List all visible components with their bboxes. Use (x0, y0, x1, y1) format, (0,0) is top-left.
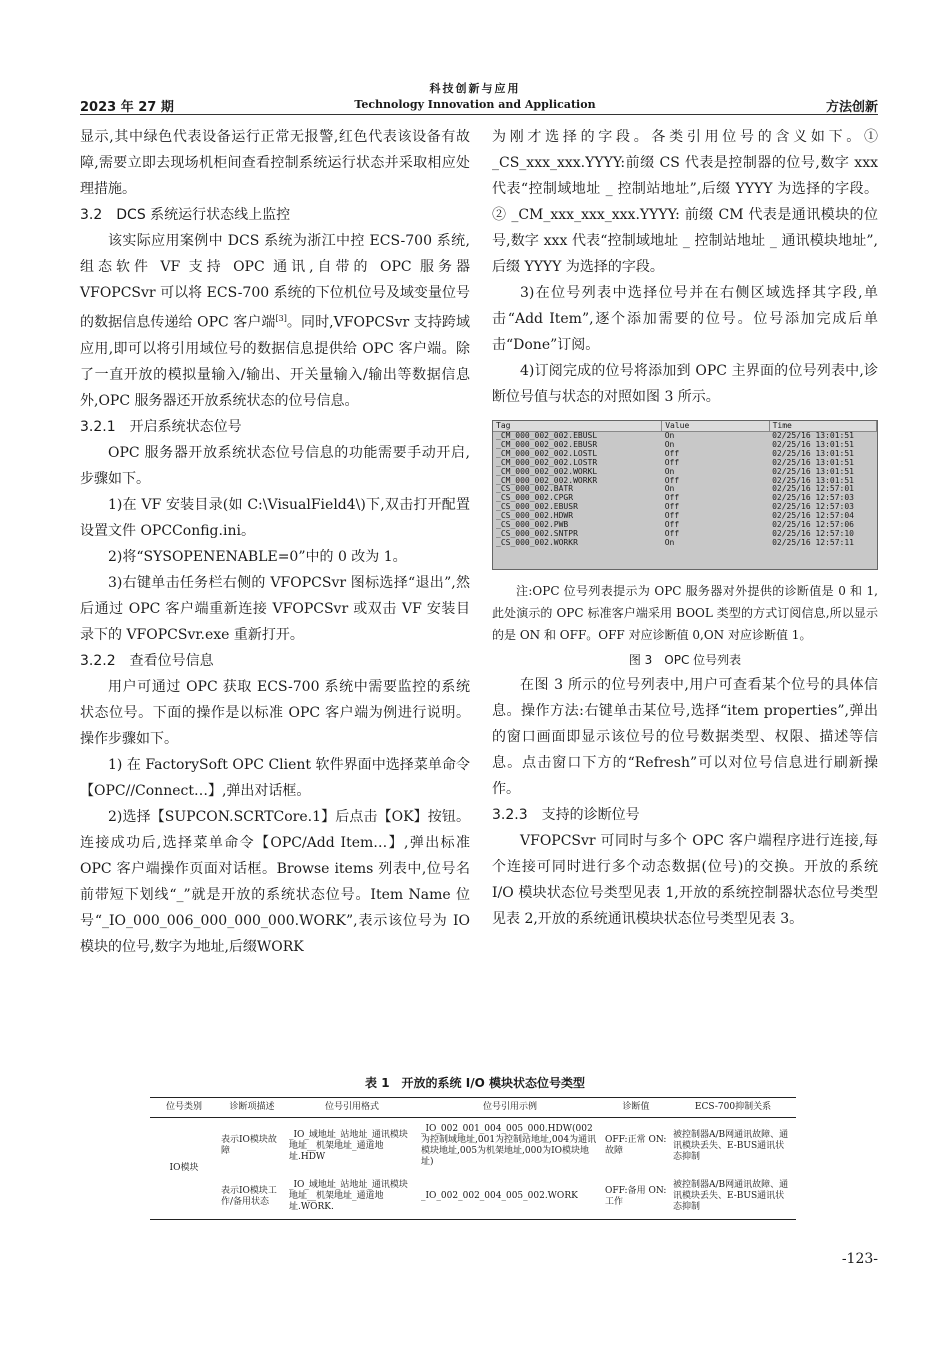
opc-time-cell: 02/25/16 12:57:03 (772, 502, 854, 512)
paragraph: VFOPCSvr 可同时与多个 OPC 客户端程序进行连接,每个连接可同时进行多个动态数据(位号)的交换。开放的系统 I/O 模块状态位号类型见表 1,开放的系统控制器状态位号类型见表 2,开放的系统通讯模块状态位号类型见表 3。 (492, 833, 878, 927)
opc-value-cell: Off (664, 502, 680, 512)
table-cell: 被控制器A/B网通讯故障、通讯模块丢失、E-BUS通讯状态抑制 (673, 1129, 789, 1162)
opc-value-cell: Off (664, 457, 680, 467)
table-cell: 表示IO模块工作/备用状态 (218, 1174, 286, 1220)
paragraph-text: 该实际应用案例中 DCS 系统为浙江中控 ECS-700 系统,组态软件 VF 支持 OPC 通讯,自带的 OPC 服务器 VFOPCSvr 可以将 ECS-700 系统的下位机位号及域变量位号的数据信息传递给 OPC 客户端 (80, 233, 470, 331)
opc-value-cell: On (664, 439, 675, 449)
right-column (492, 124, 878, 932)
opc-tag-cell: _CS_000_002.WORKR (496, 537, 578, 547)
opc-time-cell: 02/25/16 13:01:51 (772, 439, 854, 449)
table-header: 位号引用示例 (418, 1098, 602, 1118)
opc-tag-cell: _CS_000_002.EBUSR (496, 502, 578, 512)
section-heading-3-2: 3.2 DCS 系统运行状态线上监控 (80, 207, 291, 223)
opc-time-cell: 02/25/16 12:57:04 (772, 511, 854, 521)
figure-caption: 图 3 OPC 位号列表 (628, 653, 742, 667)
opc-tag-cell: _CM_000_002_002.LOSTL (496, 448, 598, 458)
opc-value-cell: On (664, 431, 675, 440)
section-heading-3-2-1: 3.2.1 开启系统状态位号 (80, 418, 242, 435)
paragraph: 3)在位号列表中选择位号并在右侧区域选择其字段,单击“Add Item”,逐个添加需要的位号。位号添加完成后单击“Done”订阅。 (492, 285, 878, 353)
opc-tag-row (493, 539, 877, 548)
paragraph: 显示,其中绿色代表设备运行正常无报警,红色代表该设备有故障,需要立即去现场机柜间查看控制系统运行状态并采取相应处理措施。 (80, 129, 470, 197)
opc-tag-cell: _CS_000_002.SNTPR (496, 528, 578, 538)
table-cell: OFF:正常 ON:故障 (605, 1135, 667, 1156)
table-cell: IO模块 (150, 1118, 218, 1220)
opc-tag-cell: _CM_000_002_002.EBUSR (496, 439, 598, 449)
paragraph: 1) 在 FactorySoft OPC Client 软件界面中选择菜单命令【OPC//Connect…】,弹出对话框。 (80, 756, 470, 799)
table-cell: _IO_域地址_站地址_通讯模块地址__机架地址_通道地址.WORK. (286, 1174, 418, 1220)
issue-label: 2023 年 27 期 (80, 100, 174, 115)
table-row (150, 1174, 796, 1220)
paragraph: OPC 服务器开放系统状态位号信息的功能需要手动开启,步骤如下。 (80, 444, 470, 487)
opc-value-cell: Off (664, 511, 680, 521)
table-header: ECS-700抑制关系 (670, 1098, 796, 1118)
journal-title-cn: 科技创新与应用 (429, 82, 521, 95)
table-1-title: 表 1 开放的系统 I/O 模块状态位号类型 (365, 1076, 585, 1090)
paragraph: 1)在 VF 安装目录(如 C:\VisualField4\)下,双击打开配置设置文件 OPCConfig.ini。 (80, 496, 470, 539)
paragraph: 为刚才选择的字段。各类引用位号的含义如下。① _CS_xxx_xxx.YYYY:前缀 CS 代表是控制器的位号,数字 xxx 代表“控制域地址 _ 控制站地址”,后缀 YYYY 为选择的字段。② _CM_xxx_xxx_xxx.YYYY: 前缀 CM 代表是通讯模块的位号,数字 xxx 代表“控制域地址 _ 控制站地址 _ 通讯模块地址”,后缀 YYYY 为选择的字段。 (492, 129, 878, 275)
opc-tag-cell: _CM_000_002_002.WORKR (496, 475, 598, 485)
opc-time-cell: 02/25/16 13:01:51 (772, 431, 854, 440)
opc-tag-cell: _CS_000_002.HDWR (496, 511, 574, 521)
opc-time-cell: 02/25/16 13:01:51 (772, 466, 854, 476)
opc-tag-cell: _CM_000_002_002.EBUSL (496, 431, 598, 440)
opc-tag-cell: _CM_000_002_002.LOSTR (496, 457, 598, 467)
table-header: 位号引用格式 (286, 1098, 418, 1118)
section-heading-3-2-3: 3.2.3 支持的诊断位号 (492, 807, 640, 823)
opc-col-value: Value (662, 421, 769, 432)
opc-tag-list-figure (492, 420, 878, 570)
table-header: 诊断值 (602, 1098, 670, 1118)
table-1 (150, 1097, 796, 1220)
table-cell: _IO_002_002_004_005_002.WORK (418, 1174, 602, 1220)
opc-value-cell: Off (664, 528, 680, 538)
paragraph-text: 。同时,VFOPCSvr 支持跨域应用,即可以将引用域位号的数据信息提供给 OPC 客户端。除了一直开放的模拟量输入/输出、开关量输入/输出等数据信息外,OPC 服务器还开放系统状态的位号信息。 (80, 314, 470, 409)
opc-value-cell: Off (664, 493, 680, 503)
table-row (150, 1118, 796, 1175)
table-cell: _IO_002_001_004_005_000.HDW(002为控制域地址,001为控制站地址,004为通讯模块地址,005为机架地址,000为IO模块地址) (421, 1124, 597, 1167)
opc-col-time: Time (769, 421, 876, 432)
paragraph: 2)选择【SUPCON.SCRTCore.1】后点击【OK】按钮。连接成功后,选择菜单命令【OPC/Add Item…】,弹出标准 OPC 客户端操作页面对话框。Browse items 列表中,位号名前带短下划线“_”就是开放的系统状态位号。Item Name 位号“_IO_000_006_000_000_000.WORK”,表示该位号为 IO 模块的位号,数字为地址,后缀WORK (80, 808, 470, 955)
opc-tag-cell: _CM_000_002_002.WORKL (496, 466, 598, 476)
opc-tag-cell: _CS_000_002.PWB (496, 520, 569, 530)
opc-tag-rows (493, 432, 877, 548)
opc-time-cell: 02/25/16 12:57:03 (772, 493, 854, 503)
table-cell: _IO_域地址_站地址_通讯模块地址__机架地址_通道地址.HDW (289, 1129, 408, 1162)
opc-time-cell: 02/25/16 12:57:01 (772, 484, 854, 494)
citation-ref: [3] (275, 314, 287, 323)
opc-value-cell: On (664, 466, 675, 476)
opc-time-cell: 02/25/16 12:57:10 (772, 528, 854, 538)
paragraph: 4)订阅完成的位号将添加到 OPC 主界面的位号列表中,诊断位号值与状态的对照如图 3 所示。 (492, 363, 878, 405)
opc-value-cell: Off (664, 475, 680, 485)
journal-title-en: Technology Innovation and Application (354, 98, 596, 111)
opc-tag-cell: _CS_000_002.CPGR (496, 493, 574, 503)
opc-value-cell: On (664, 484, 675, 494)
table-cell: 被控制器A/B网通讯故障、通讯模块丢失、E-BUS通讯状态抑制 (670, 1174, 796, 1220)
opc-time-cell: 02/25/16 13:01:51 (772, 448, 854, 458)
paragraph: 用户可通过 OPC 获取 ECS-700 系统中需要监控的系统状态位号。下面的操作是以标准 OPC 客户端为例进行说明。操作步骤如下。 (80, 678, 470, 747)
opc-value-cell: Off (664, 520, 680, 530)
section-heading-3-2-2: 3.2.2 查看位号信息 (80, 652, 214, 669)
paragraph: 3)右键单击任务栏右侧的 VFOPCSvr 图标选择“退出”,然后通过 OPC 客户端重新连接 VFOPCSvr 或双击 VF 安装目录下的 VFOPCSvr.exe 重新打开。 (80, 574, 470, 643)
table-header: 诊断项描述 (218, 1098, 286, 1118)
section-label: 方法创新 (825, 100, 878, 115)
opc-value-cell: Off (664, 448, 680, 458)
opc-time-cell: 02/25/16 13:01:51 (772, 475, 854, 485)
table-cell: OFF:备用 ON:工作 (602, 1174, 670, 1220)
opc-value-cell: On (664, 537, 675, 547)
paragraph (80, 228, 470, 414)
left-column (80, 124, 470, 960)
page-number: -123- (841, 1251, 878, 1267)
opc-tag-cell: _CS_000_002.BATR (496, 484, 574, 494)
figure-note: 注:OPC 位号列表提示为 OPC 服务器对外提供的诊断值是 0 和 1,此处演示的 OPC 标准客户端采用 BOOL 类型的方式订阅信息,所以显示的是 ON 和 OFF。OFF 对应诊断值 0,ON 对应诊断值 1。 (492, 584, 878, 642)
table-header: 位号类别 (150, 1098, 218, 1118)
header-rule (80, 114, 878, 115)
table-cell: 表示IO模块故障 (221, 1135, 277, 1156)
paragraph: 在图 3 所示的位号列表中,用户可查看某个位号的具体信息。操作方法:右键单击某位号,选择“item properties”,弹出的窗口画面即显示该位号的位号数据类型、权限、描述等信息。点击窗口下方的“Refresh”可以对位号信息进行刷新操作。 (492, 677, 878, 797)
opc-tag-table (493, 421, 877, 548)
opc-time-cell: 02/25/16 13:01:51 (772, 457, 854, 467)
opc-time-cell: 02/25/16 12:57:11 (772, 537, 854, 547)
opc-time-cell: 02/25/16 12:57:06 (772, 520, 854, 530)
paragraph: 2)将“SYSOPENENABLE=0”中的 0 改为 1。 (108, 548, 407, 565)
opc-col-tag: Tag (493, 421, 662, 432)
